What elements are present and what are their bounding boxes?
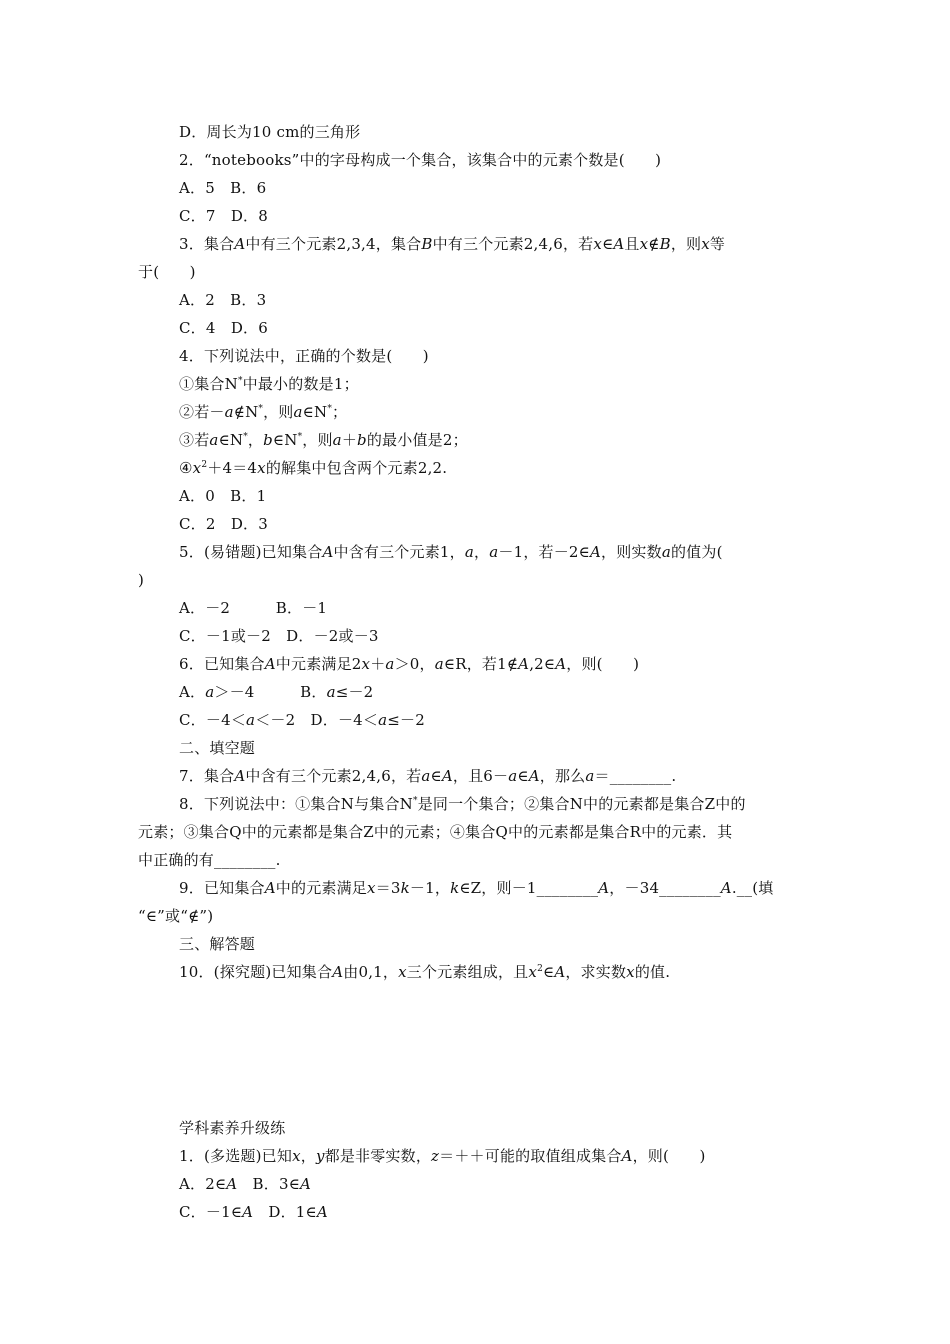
math-variable: a [385,655,395,673]
text-run: ，则 [263,403,294,421]
text-run: ∈N [302,403,328,421]
text-run: D．1∈ [253,1203,317,1221]
text-line [179,962,670,982]
superscript: * [258,404,264,414]
text-run: ∈N [272,431,298,449]
text-run: ＞0， [394,655,435,673]
text-run: ； [332,403,348,421]
math-variable: A [242,1203,254,1221]
math-variable: B [659,235,671,253]
text-line [179,290,266,310]
math-variable: a [224,403,234,421]
text-run: 3．集合 [179,235,235,253]
text-line [179,458,447,478]
math-variable: A [332,963,344,981]
text-run: ∉ [648,235,660,253]
math-variable: A [316,1203,328,1221]
text-run: 中最小的数是1； [242,375,359,393]
text-run: 2．“notebooks”中的字母构成一个集合，该集合中的元素个数是( ) [179,151,662,169]
superscript: * [243,432,248,442]
text-run: 9．已知集合 [179,879,265,897]
text-run: 中的元素满足 [275,879,367,897]
text-run: ∈R，若1∉ [443,655,519,673]
text-line [179,206,268,226]
text-line [179,178,266,198]
math-variable: a [246,711,256,729]
math-variable: a [209,431,219,449]
math-variable: A [528,767,540,785]
superscript: * [297,432,303,442]
math-variable: A [264,655,276,673]
superscript: * [413,796,418,806]
text-run: ，则 [670,235,702,253]
text-run: ) [138,571,145,589]
text-line [138,850,281,870]
text-line [179,486,266,506]
text-run: ＞－4 B． [214,683,327,701]
text-line [179,1146,706,1166]
text-run: C．7 D．8 [179,207,268,225]
text-run: A． [179,683,206,701]
math-variable: x [639,235,649,253]
text-run: ,2∈ [529,655,556,673]
text-run: 二、填空题 [179,739,256,757]
text-run: ②若－ [179,403,225,421]
text-run: 中有三个元素2,4,6，若 [432,235,594,253]
text-line [179,1118,285,1138]
math-variable: a [326,683,336,701]
math-variable: a [489,543,499,561]
text-run: 5．(易错题)已知集合 [179,543,323,561]
text-line [179,1202,328,1222]
math-variable: x [398,963,407,981]
text-run: ， [474,543,490,561]
text-run: 于( ) [138,263,196,281]
text-run: A．2 B．3 [179,291,267,309]
text-run: 4．下列说法中，正确的个数是( ) [179,347,429,365]
math-variable: x [626,963,635,981]
math-variable: A [621,1147,633,1165]
math-variable: x [701,235,710,253]
math-variable: A [234,235,246,253]
text-run: A．2∈ [179,1175,227,1193]
math-variable: a [508,767,518,785]
text-line [179,402,347,422]
text-run: B．3∈ [237,1175,300,1193]
math-variable: y [315,1147,325,1165]
text-run: ＜－2 D．－4＜ [255,711,379,729]
text-run: 等 [709,235,726,253]
text-line [179,346,429,366]
text-run: ≤－2 [335,683,374,701]
text-run: ＋ [370,655,386,673]
text-run: 7．集合 [179,767,235,785]
math-variable: A [264,879,276,897]
text-run: 是同一个集合；②集合N中的元素都是集合Z中的 [417,795,746,813]
math-variable: B [421,235,433,253]
text-run: 的值为( [670,543,723,561]
text-run: ，则( ) [632,1147,706,1165]
math-variable: k [450,879,460,897]
math-variable: a [332,431,342,449]
text-line [179,598,327,618]
text-line [179,1174,311,1194]
math-variable: x [292,1147,301,1165]
math-variable: A [613,235,625,253]
text-line [179,738,255,758]
text-run: 1．(多选题)已知 [179,1147,293,1165]
text-run: A．5 B．6 [179,179,267,197]
text-run: ＋ [341,431,358,449]
text-run: 中正确的有________. [138,851,281,869]
text-run: 中元素满足2 [275,655,362,673]
text-run: 的值. [634,963,671,981]
text-run: ，求实数 [565,963,627,981]
text-line [179,374,359,394]
text-line [179,766,676,786]
math-variable: a [378,711,388,729]
text-run: .__(填 [731,879,774,897]
text-run: 都是非零实数， [324,1147,432,1165]
text-line [179,122,360,142]
text-line [179,934,255,954]
text-line [179,710,425,730]
math-variable: x [528,963,538,981]
text-line [179,150,661,170]
text-line [179,514,268,534]
text-run: ，且6－ [452,767,509,785]
text-run: 中含有三个元素1， [333,543,465,561]
text-run: ＝3 [375,879,401,897]
text-run: ∈N [218,431,244,449]
math-variable: a [434,655,444,673]
text-run: ，－34________ [609,879,721,897]
math-variable: A [554,963,566,981]
text-run: 由0,1， [343,963,399,981]
math-variable: A [598,879,610,897]
math-variable: z [431,1147,440,1165]
text-run: 元素；③集合Q中的元素都是集合Z中的元素；④集合Q中的元素都是集合R中的元素．其 [138,823,733,841]
text-run: C．－1∈ [179,1203,243,1221]
text-run: 中有三个元素2,3,4，集合 [245,235,422,253]
text-run: A．0 B．1 [179,487,267,505]
text-run: ，则实数 [601,543,662,561]
superscript: 2 [201,460,208,470]
math-variable: a [661,543,671,561]
text-run: 10．(探究题)已知集合 [179,963,333,981]
text-run: 的解集中包含两个元素2,2. [265,459,448,477]
text-run: “∈”或“∉”) [138,907,214,925]
text-line [179,654,639,674]
text-line [138,906,213,926]
text-run: 的最小值是2； [366,431,468,449]
text-line [179,318,268,338]
text-line [138,822,732,842]
math-variable: x [361,655,371,673]
math-variable: x [257,459,266,477]
math-variable: A [555,655,567,673]
text-line [179,430,468,450]
text-run: 三个元素组成，且 [406,963,529,981]
text-run: C．－1或－2 D．－2或－3 [179,627,379,645]
text-run: 中含有三个元素2,4,6，若 [245,767,422,785]
text-run: ④ [179,459,193,477]
math-variable: b [263,431,273,449]
math-variable: a [464,543,475,561]
text-run: ，则( ) [566,655,640,673]
text-run: 且 [624,235,640,253]
superscript: * [237,376,243,386]
math-variable: x [192,459,202,477]
math-variable: A [322,543,334,561]
math-variable: A [234,767,246,785]
text-run: C．2 D．3 [179,515,268,533]
text-line [179,626,379,646]
text-line [179,878,773,898]
text-run: ∉N [233,403,259,421]
text-run: 学科素养升级练 [179,1119,286,1137]
math-variable: a [205,683,215,701]
text-run: C．－4＜ [179,711,247,729]
text-run: 8．下列说法中：①集合N与集合N [179,795,413,813]
text-run: ③若 [179,431,210,449]
text-line [179,234,725,254]
superscript: * [327,404,333,414]
math-variable: k [400,879,410,897]
text-run: C．4 D．6 [179,319,268,337]
superscript: 2 [537,964,543,974]
text-run: ＋4＝4 [207,459,258,477]
text-run: ， [300,1147,316,1165]
math-variable: a [293,403,303,421]
text-run: －1， [409,879,451,897]
math-variable: a [421,767,431,785]
math-variable: A [300,1175,312,1193]
math-variable: b [357,431,367,449]
text-line [179,682,373,702]
text-run: A．－2 B．－1 [179,599,328,617]
math-variable: A [589,543,602,561]
text-line [179,794,746,814]
text-run: ，那么 [539,767,586,785]
text-run: －1，若－2∈ [498,543,590,561]
text-line [138,570,144,590]
text-run: ＝＋＋可能的取值组成集合 [439,1147,622,1165]
text-run: ＝________. [594,767,677,785]
math-variable: A [226,1175,238,1193]
text-run: ∈ [602,235,614,253]
text-run: ∈ [543,963,555,981]
math-variable: x [593,235,603,253]
text-run: 三、解答题 [179,935,256,953]
math-variable: a [585,767,595,785]
math-variable: A [518,655,530,673]
math-variable: x [367,879,376,897]
text-run: ∈Z，则－1________ [459,879,599,897]
text-line [179,542,723,562]
text-run: ，则 [302,431,333,449]
text-run: 6．已知集合 [179,655,265,673]
math-variable: A [720,879,732,897]
text-run: ∈ [517,767,529,785]
text-run: ≤－2 [387,711,425,729]
text-run: D．周长为10 cm的三角形 [179,123,361,141]
text-line [138,262,196,282]
text-run: ， [247,431,264,449]
text-run: ①集合N [179,375,238,393]
text-run: ∈ [430,767,442,785]
math-variable: A [441,767,453,785]
